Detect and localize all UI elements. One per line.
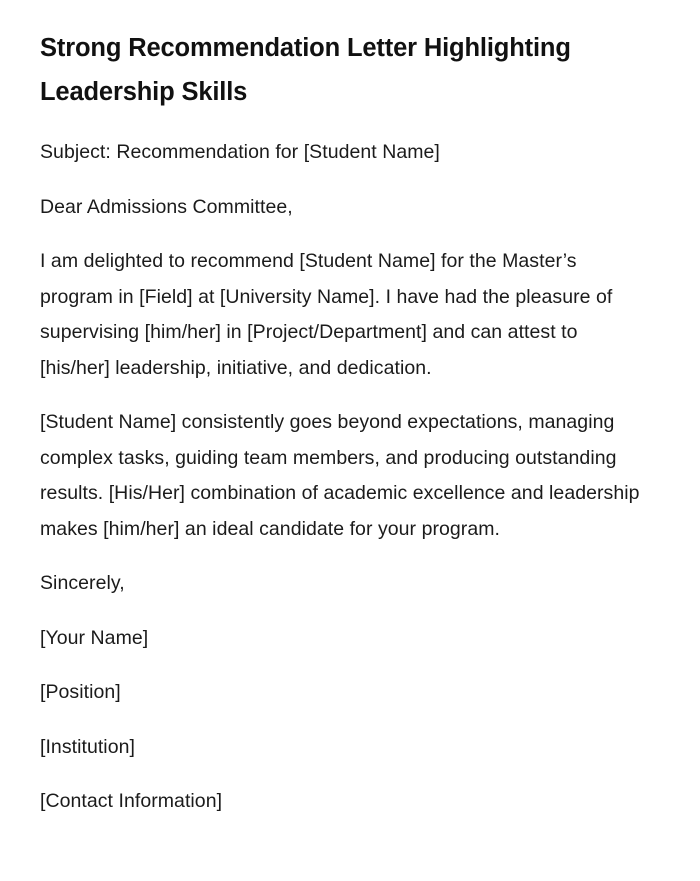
signature-name: [Your Name] <box>40 626 149 649</box>
subject-line: Subject: Recommendation for [Student Name] <box>40 141 440 163</box>
signature-contact: [Contact Information] <box>40 790 223 812</box>
body-paragraph-1: I am delighted to recommend [Student Name] for the Master’s program in [Field] at [University Name]. I have had the pleasure of supervising [him/her] in [Project/Department] and can attest to [his/her] leadership, initiative, and dedication. <box>40 250 613 379</box>
spacer <box>40 656 640 675</box>
spacer <box>40 602 640 621</box>
spacer <box>40 171 640 190</box>
recommendation-letter <box>40 26 640 820</box>
spacer-after-title <box>40 114 640 135</box>
page-title: Strong Recommendation Letter Highlighting Leadership Skills <box>40 34 571 106</box>
body-paragraph-2: [Student Name] consistently goes beyond expectations, managing complex tasks, guiding team members, and producing outstanding results. [His/Her] combination of academic excellence and leadership makes [him/her] an ideal candidate for your program. <box>40 411 640 540</box>
spacer <box>40 765 640 784</box>
closing-salutation: Sincerely, <box>40 572 125 594</box>
salutation: Dear Admissions Committee, <box>40 195 293 218</box>
signature-position: [Position] <box>40 681 121 703</box>
spacer <box>40 711 640 730</box>
spacer <box>40 225 640 244</box>
signature-institution: [Institution] <box>40 735 135 758</box>
spacer <box>40 547 640 566</box>
spacer <box>40 386 640 405</box>
